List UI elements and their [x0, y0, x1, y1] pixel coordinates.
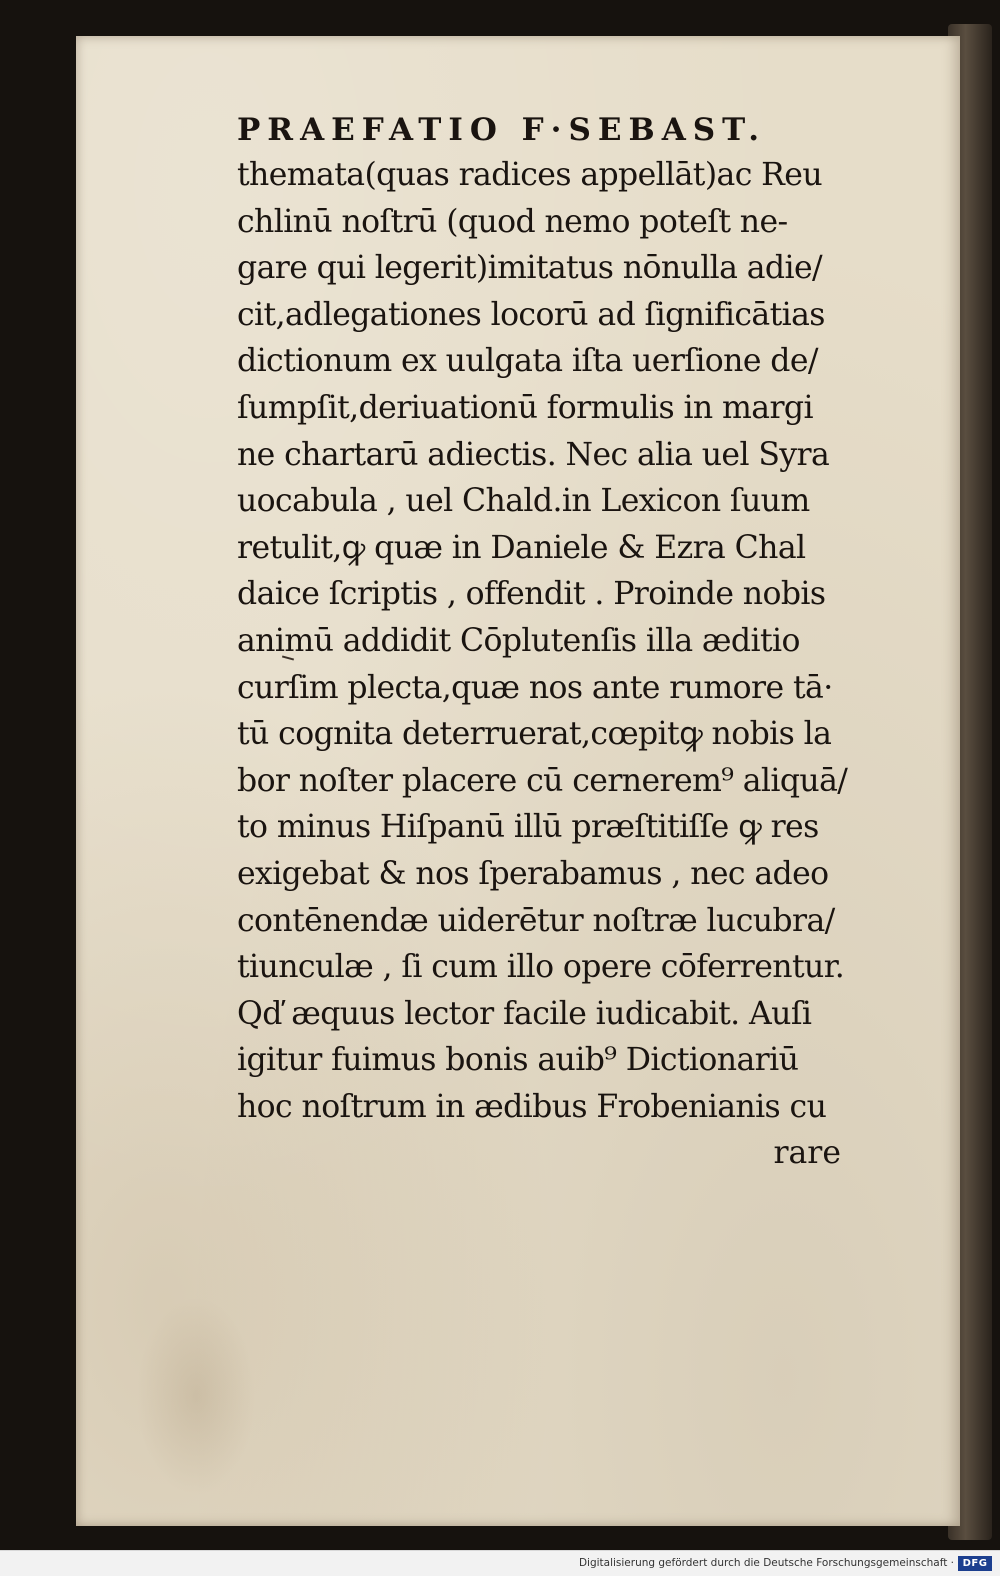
text-line: animū addidit Cōplutenſis illa æditio — [237, 622, 800, 659]
text-line: tiunculæ , ſi cum illo opere cōferrentur. — [237, 949, 845, 986]
text-line: igitur fuimus bonis auib⁹ Dictionariū — [237, 1042, 799, 1079]
text-block — [237, 108, 857, 1177]
text-line: tū cognita deterruerat,cœpitꝙ nobis la — [237, 716, 832, 753]
text-line: Qď æquus lector facile iudicabit. Auſi — [237, 995, 812, 1032]
text-line: cit,adlegationes locorū ad ſignificātias — [237, 296, 825, 333]
catchword: rare — [773, 1135, 841, 1172]
text-line: retulit,ꝙ quæ in Daniele & Ezra Chal — [237, 529, 806, 566]
text-line: to minus Hiſpanū illū præſtitiſſe ꝙ res — [237, 809, 819, 846]
footer-credit: Digitalisierung gefördert durch die Deutsche Forschungsgemeinschaft · — [578, 1557, 954, 1569]
text-line: dictionum ex uulgata iſta uerſione de/ — [237, 343, 818, 380]
text-line: uocabula , uel Chald.in Lexicon ſuum — [237, 483, 810, 520]
text-line: themata(quas radices appellāt)ac Reu — [237, 157, 823, 193]
text-line: ſumpſit,deriuationū formulis in margi — [237, 389, 813, 426]
text-line: contēnendæ uiderētur noſtræ lucubra/ — [237, 902, 835, 939]
text-line: gare qui legerit)imitatus nōnulla adie/ — [237, 250, 823, 287]
text-line: curſim plecta,quæ nos ante rumore tā· — [237, 669, 833, 706]
dfg-logo: DFG — [958, 1556, 992, 1571]
text-line: daice ſcriptis , offendit . Proinde nobis — [237, 576, 826, 613]
text-line: bor noſter placere cū cernerem⁹ aliquā/ — [237, 762, 848, 799]
text-line: ne chartarū adiectis. Nec alia uel Syra — [237, 436, 830, 473]
text-line: hoc noſtrum in ædibus Frobenianis cu — [237, 1088, 827, 1125]
text-line: chlinū noſtrū (quod nemo poteſt ne- — [237, 203, 788, 240]
digitization-footer — [0, 1550, 1000, 1576]
running-head: PRAEFATIO F·SEBAST. — [237, 112, 766, 148]
text-line: exigebat & nos ſperabamus , nec adeo — [237, 855, 829, 892]
paper-stain — [136, 1296, 256, 1496]
body-text — [237, 152, 857, 1130]
